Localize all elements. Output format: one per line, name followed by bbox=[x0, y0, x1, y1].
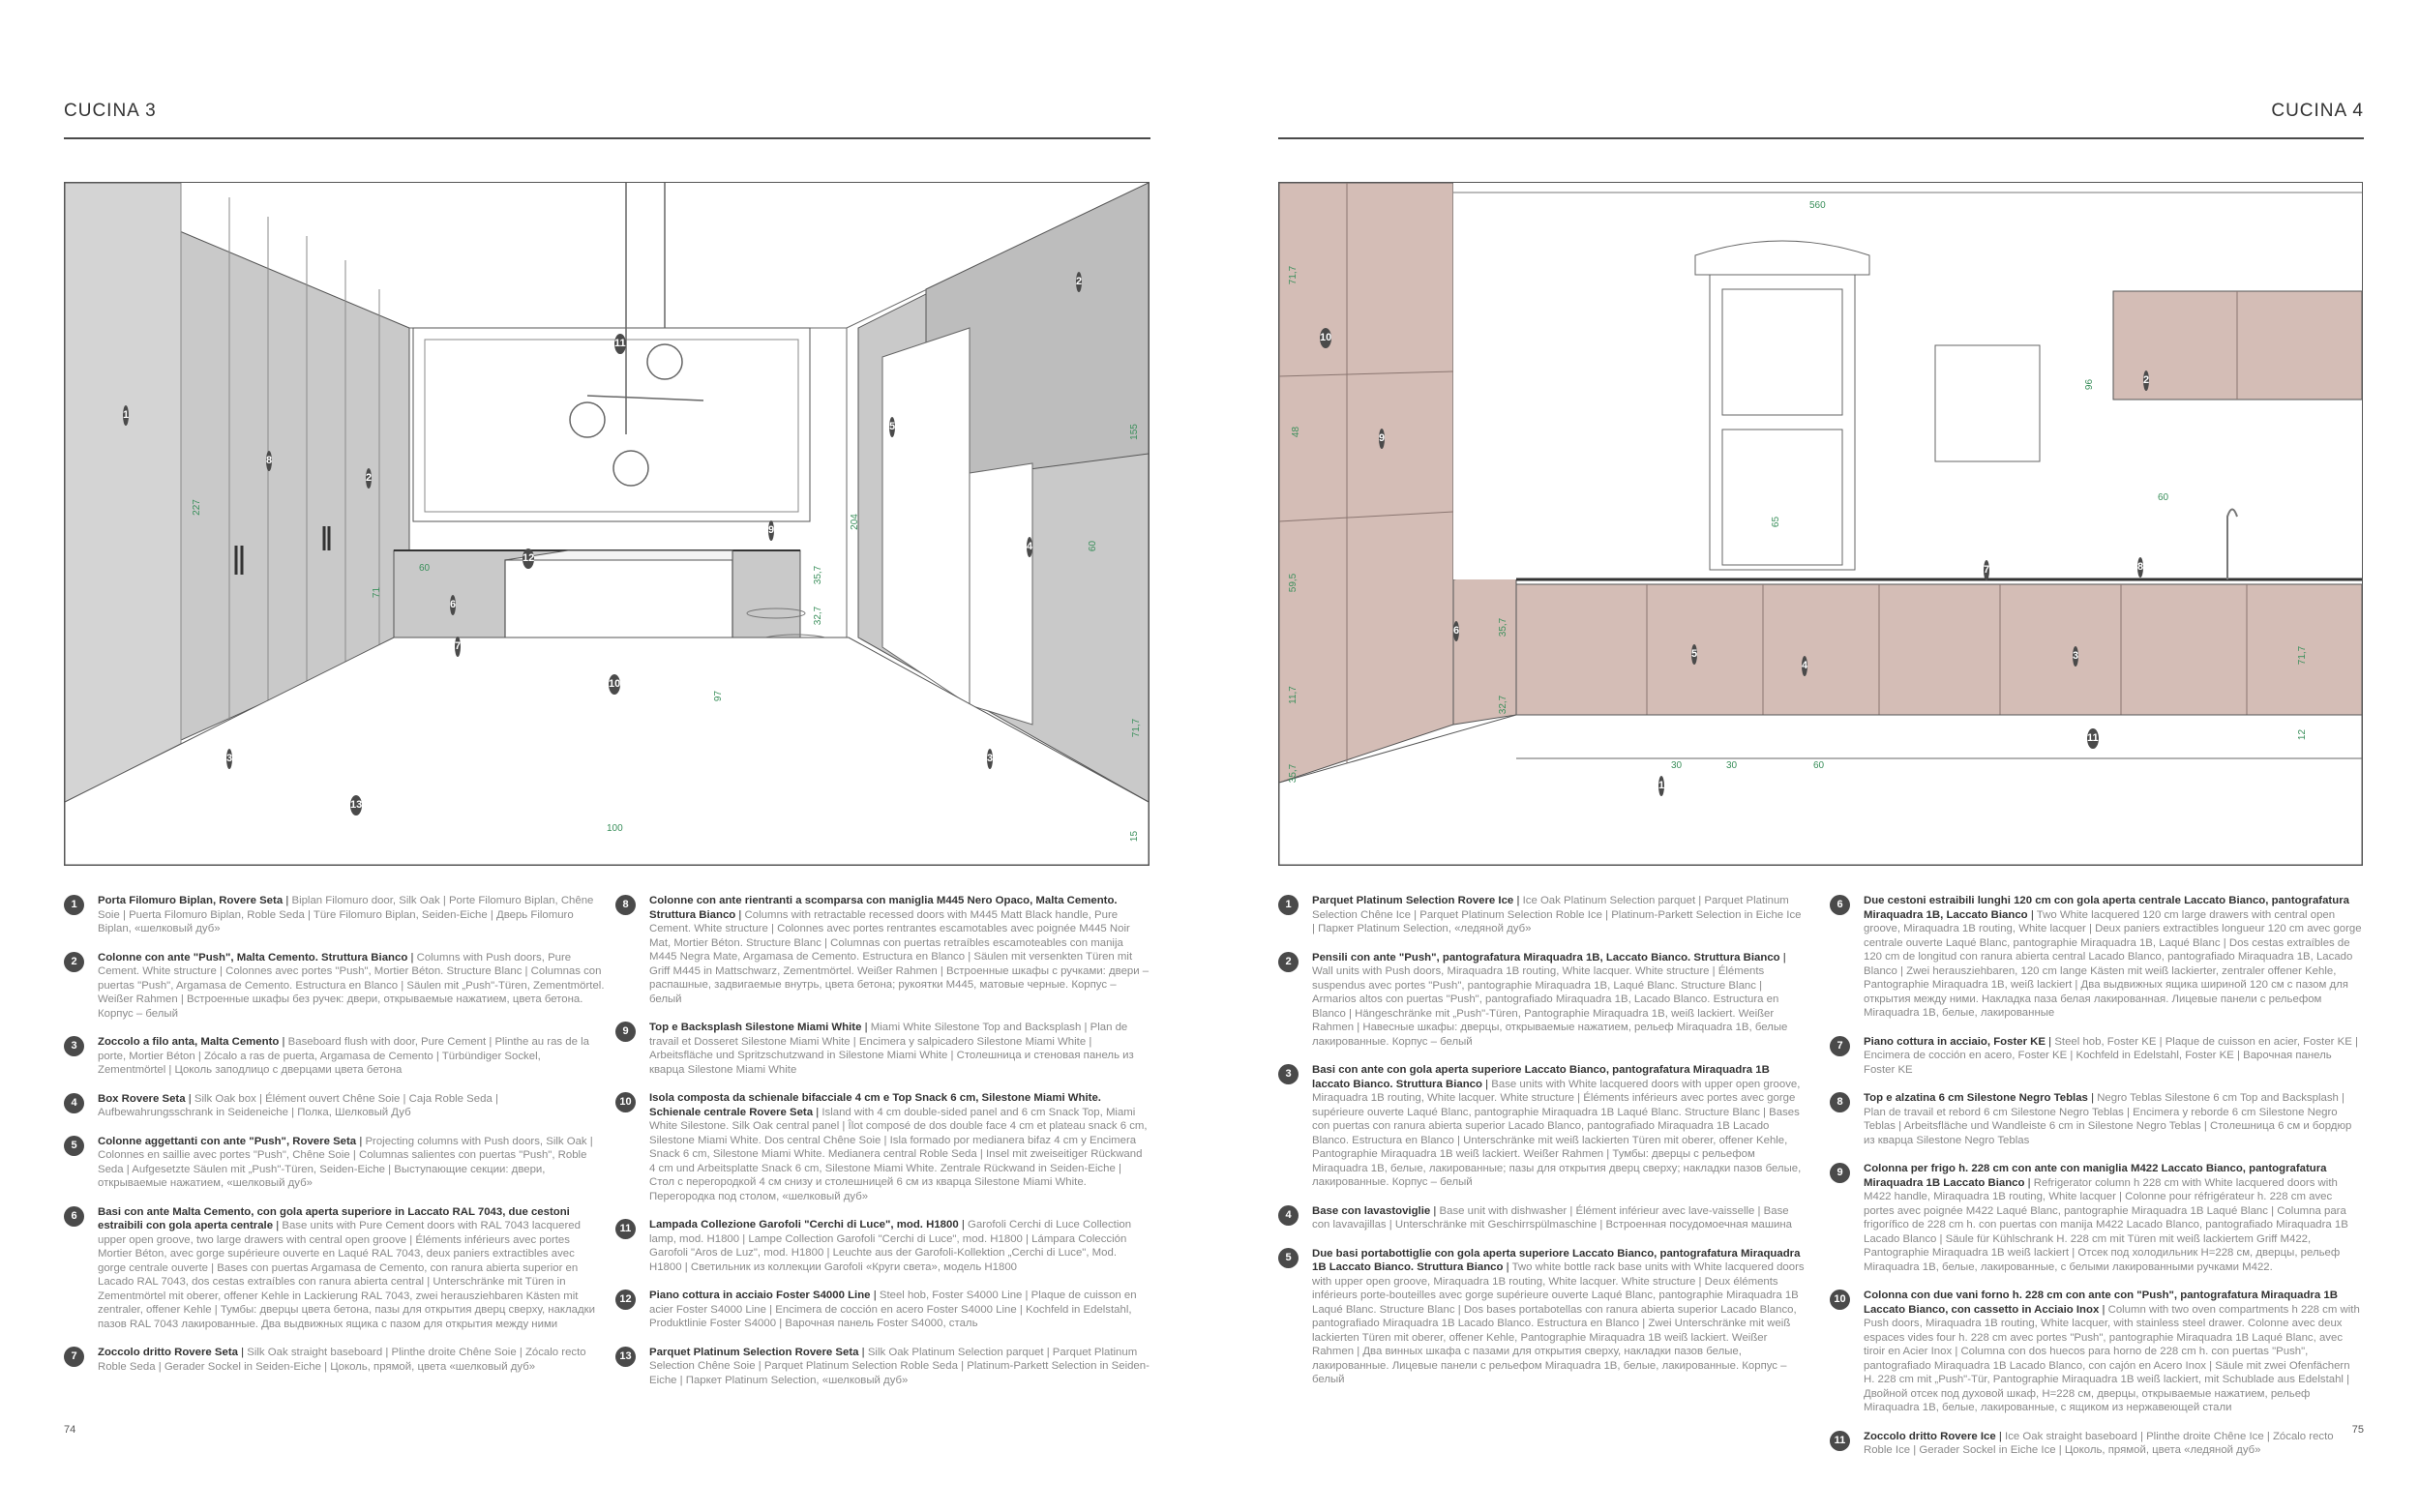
page-number-left: 74 bbox=[64, 1424, 76, 1436]
legend-item: 8 Top e alzatina 6 cm Silestone Negro Teblas | Negro Teblas Silestone 6 cm Top and Backsplash | Plan de travail et rebord 6 cm Silestone Negro Teblas | Encimera y reborde 6 cm Silestone Negro Teblas | Arbeitsfläche und Wandleiste 6 cm in Silestone Negro Teblas | Столешница 6 см и бордюр из кварца Silestone Negro Teblas bbox=[1830, 1091, 2364, 1147]
legend-title: Isola composta da schienale bifacciale 4 cm e Top Snack 6 cm, Silestone Miami White. Schienale centrale Rovere Seta bbox=[649, 1092, 1101, 1118]
legend-title: Zoccolo dritto Rovere Seta bbox=[98, 1347, 238, 1358]
legend-title: Top e Backsplash Silestone Miami White bbox=[649, 1022, 862, 1033]
dimension-label: 60 bbox=[1088, 540, 1099, 552]
figure-marker: 7 bbox=[1984, 560, 1989, 580]
figure-marker: 10 bbox=[609, 674, 620, 695]
legend-desc: Baseboard flush with door, Pure Cement | Plinthe au ras de la porte, Mortier Béton | Zócalo a ras de puerta, Argamasa de Cemento | Türbündiger Sockel, Zementmörtel | Цоколь заподлицо с дверцами цвета бетона bbox=[98, 1036, 589, 1076]
figure-marker: 11 bbox=[614, 334, 626, 354]
dimension-label: 96 bbox=[2084, 378, 2096, 391]
dimension-label: 32,7 bbox=[813, 606, 824, 626]
legend-number: 10 bbox=[1830, 1290, 1850, 1310]
header-rule-right bbox=[1278, 137, 2364, 139]
legend-number: 5 bbox=[64, 1136, 84, 1156]
page-title-left: CUCINA 3 bbox=[64, 101, 157, 121]
dimension-label: 35,7 bbox=[1498, 617, 1509, 637]
legend-number: 10 bbox=[615, 1092, 636, 1112]
legend-item: 5 Due basi portabottiglie con gola aperta superiore Laccato Bianco, pantografatura Miraquadra 1B Laccato Bianco. Struttura Bianco | Two white bottle rack base units with White lacquered doors with upper open groove, Miraquadra 1B routing, White lacquer. White structure | Deux éléments inférieurs porte-bouteilles avec gorge supérieure ouverte Laqué Blanc, pantographie Miraquadra 1B Laqué Blanc. Structure Blanc | Dos bases portabotellas con ranura abierta superior Lacado Blanco, pantografiado Miraquadra 1B Lacado Blanco. Estructura en Blanco | Zwei Unterschränke mit weiß lackierten Türen mit oberer, offener Kehle, Pantographie Miraquadra 1B weiß lackiert. Weißer Rahmen | Два винных шкафа с пазами для открытия сверху, накладки пазов белые, лакированные. Лицевые панели с рельефом Miraquadra 1B, белые, лакированные. Корпус – белый bbox=[1278, 1247, 1806, 1387]
legend-number: 4 bbox=[64, 1093, 84, 1113]
legend-number: 8 bbox=[615, 895, 636, 915]
dimension-label: 71 bbox=[372, 586, 383, 599]
figure-marker: 6 bbox=[1453, 621, 1459, 641]
legend-item: 6 Due cestoni estraibili lunghi 120 cm con gola aperta centrale Laccato Bianco, pantografatura Miraquadra 1B, Laccato Bianco | Two White lacquered 120 cm large drawers with central open groove, Miraquadra 1B routing, White lacquer | Deux paniers extractibles longueur 120 cm avec gorge centrale ouverte Laqué Blanc, pantographie Miraquadra 1B, Laqué Blanc | Dos cestas extraíbles de 120 cm de longitud con ranura abierta central Lacado Blanco, pantografiado Miraquadra 1B, Lacado Blanco | Zwei herausziehbaren, 120 cm lange Kästen mit weiß lackierter, zentraler offener Kehle, Pantographie Miraquadra 1B, weiß lackiert | Два выдвижных ящика шириной 120 см с пазом для открытия между ними. Накладка паза белая лакированная. Лицевые панели с рельефом Miraquadra 1B, белые, лакированные bbox=[1830, 894, 2364, 1021]
legend-item: 12 Piano cottura in acciaio Foster S4000 Line | Steel hob, Foster S4000 Line | Plaque de cuisson en acier Foster S4000 Line | Encimera de cocción en acero Foster S4000 Line | Kochfeld in Edelstahl, Produktlinie Foster S4000 | Варочная панель Foster S4000, сталь bbox=[615, 1289, 1150, 1331]
figure-marker: 7 bbox=[455, 637, 461, 657]
legend-item: 7 Zoccolo dritto Rovere Seta | Silk Oak straight baseboard | Plinthe droite Chêne Soie | Zócalo recto Roble Seda | Gerader Sockel in Seiden-Eiche | Цоколь, прямой, цвета «шелковый дуб» bbox=[64, 1346, 606, 1374]
page-title-right: CUCINA 4 bbox=[2271, 101, 2364, 121]
legend-title: Due cestoni estraibili lunghi 120 cm con gola aperta centrale Laccato Bianco, pantografatura Miraquadra 1B, Laccato Bianco bbox=[1864, 895, 2349, 921]
legend-desc: Silk Oak straight baseboard | Plinthe droite Chêne Soie | Zócalo recto Roble Seda | Gerader Sockel in Seiden-Eiche | Цоколь, прямой, цвета «шелковый дуб» bbox=[98, 1347, 586, 1373]
legend-right-col1 bbox=[1278, 894, 1806, 1402]
legend-title: Lampada Collezione Garofoli "Cerchi di Luce", mod. H1800 bbox=[649, 1219, 959, 1230]
figure-marker: 2 bbox=[366, 468, 372, 489]
legend-desc: Refrigerator column h 228 cm with White lacquered doors with M422 handle, Miraquadra 1B routing, White lacquer | Colonne pour réfrigérateur h. 228 cm avec portes avec poignée M422 Laqué Blanc, pantographie Miraquadra 1B Laqué Blanc | Columna para frigorífico de 228 cm h. con puertas con manija M422 Lacado Blanco, pantografiado Miraquadra 1B Lacado Blanco | Säule für Kühlschrank H. 228 cm mit Türen mit weiß lackiertem Griff M422, Pantographie Miraquadra 1B weiß lackiert | Отсек под холодильник H=228 см, дверцы, рельеф Miraquadra 1B, белые, лакированные, с белыми лакированными ручками M422. bbox=[1864, 1176, 2348, 1273]
legend-item: 10 Isola composta da schienale bifacciale 4 cm e Top Snack 6 cm, Silestone Miami White. Schienale centrale Rovere Seta | Island with 4 cm double-sided panel and 6 cm Snack Top, Miami White Silestone. Silk Oak central panel | Îlot composé de dos double face 4 cm et plateau snack 6 cm, Silestone Miami White. Dos central Chêne Soie | Isla formado por medianera bifaz 4 cm y Encimera Snack 6 cm, Silestone Miami White. Medianera central Roble Seda | Insel mit zweiseitiger Rückwand 4 cm und Arbeitsplatte Snack 6 cm, Silestone Miami White. Zentrale Rückwand in Seiden-Eiche | Стол с перегородкой 4 см снизу и столешницей 6 см из кварца Silestone Miami White. Перегородка под столом, «шелковый дуб» bbox=[615, 1091, 1150, 1203]
dimension-label: 71,7 bbox=[1288, 265, 1299, 285]
legend-desc: Negro Teblas Silestone 6 cm Top and Backsplash | Plan de travail et rebord 6 cm Silestone Negro Teblas | Encimera y reborde 6 cm Silestone Negro Teblas | Arbeitsfläche und Wandleiste 6 cm in Silestone Negro Teblas | Столешница 6 см и бордюр из кварца Silestone Negro Teblas bbox=[1864, 1092, 2352, 1146]
legend-item: 13 Parquet Platinum Selection Rovere Seta | Silk Oak Platinum Selection parquet | Parquet Platinum Selection Chêne Soie | Parquet Platinum Selection Roble Seda | Platinum-Parkett Selection in Seiden-Eiche | Паркет Platinum Selection, «шелковый дуб» bbox=[615, 1346, 1150, 1388]
page-number-right: 75 bbox=[2351, 1424, 2364, 1436]
figure-marker: 11 bbox=[2087, 728, 2099, 749]
legend-number: 7 bbox=[64, 1347, 84, 1367]
legend-item: 5 Colonne aggettanti con ante "Push", Rovere Seta | Projecting columns with Push doors, Silk Oak | Colonnes en saillie avec portes "Push", Chêne Soie | Columnas salientes con puertas "Push", Roble Seda | Aufgesetzte Säulen mit „Push"-Türen, Seiden-Eiche | Выступающие секции: двери, открываемые нажатием, «шелковый дуб» bbox=[64, 1135, 606, 1191]
legend-desc: Two white bottle rack base units with White lacquered doors with upper open groove, Miraquadra 1B routing, White lacquer. White structure | Deux éléments inférieurs porte-bouteilles avec gorge supérieure ouverte Laqué Blanc, pantographie Miraquadra 1B Laqué Blanc. Structure Blanc | Dos bases portabotellas con ranura abierta superior Lacado Blanco, pantografiado Miraquadra 1B Lacado Blanco. Estructura en Blanco | Zwei Unterschränke mit weiß lackierten Türen mit oberer, offener Kehle, Pantographie Miraquadra 1B weiß lackiert. Weißer Rahmen | Два винных шкафа с пазами для открытия сверху, накладки пазов белые, лакированные. Лицевые панели с рельефом Miraquadra 1B, белые, лакированные. Корпус – белый bbox=[1312, 1261, 1805, 1385]
legend-item: 8 Colonne con ante rientranti a scomparsa con maniglia M445 Nero Opaco, Malta Cemento. Struttura Bianco | Columns with retractable recessed doors with M445 Matt Black handle, Pure Cement. White structure | Colonnes avec portes rentrantes escamotables avec poignée M445 Noir Mat, Mortier Béton. Structure Blanc | Columnas con puertas retraíbles escamoteables con manija M445 Negra Mate, Argamasa de Cemento. Estructura en Blanco | Säulen mit versenkten Türen mit Griff M445 in Mattschwarz, Zementmörtel. Weißer Rahmen | Встроенные шкафы с ручками: двери – распашные, задвигаемые внутрь, цвета бетона; рукоятки M445, матовые черные. Корпус – белый bbox=[615, 894, 1150, 1006]
legend-title: Parquet Platinum Selection Rovere Ice bbox=[1312, 895, 1514, 906]
dimension-label: 59,5 bbox=[1288, 573, 1299, 593]
legend-title: Colonne con ante "Push", Malta Cemento. Struttura Bianco bbox=[98, 951, 408, 964]
figure-marker: 13 bbox=[350, 795, 362, 815]
legend-item: 9 Top e Backsplash Silestone Miami White | Miami White Silestone Top and Backsplash | Plan de travail et Dosseret Silestone Miami White | Encimera y salpicadero Silestone Miami White | Arbeitsfläche und Spritzschutzwand in Silestone Miami White | Столешница и стеновая панель из кварца Silestone Miami White bbox=[615, 1021, 1150, 1077]
dimension-label: 97 bbox=[713, 690, 725, 702]
figure-marker: 8 bbox=[266, 451, 272, 471]
dimension-label: 32,7 bbox=[1498, 695, 1509, 715]
legend-item: 10 Colonna con due vani forno h. 228 cm con ante con "Push", pantografatura Miraquadra 1B Laccato Bianco, con cassetto in Acciaio Inox | Column with two oven compartments h 228 cm with Push doors, Miraquadra 1B routing, White lacquer, with stainless steel drawer. Colonne avec deux espaces vides four h. 228 cm avec portes "Push", pantographie Miraquadra 1B Laqué Blanc, avec tiroir en Acier Inox | Columna con dos huecos para horno de 228 cm h. con puertas "Push", pantografiado Miraquadra 1B Lacado Blanco, con cajón en Acero Inox | Säule mit zwei Ofenfächern H. 228 cm mit „Push"-Tür, Pantographie Miraquadra 1B weiß lackiert, mit Schublade aus Edelstahl | Двойной отсек под духовой шкаф, H=228 см, дверцы, открываемые нажатием, рельеф Miraquadra 1B, белые, лакированные, с ящиком из нержавеющей стали bbox=[1830, 1289, 2364, 1415]
legend-number: 1 bbox=[64, 895, 84, 915]
dimension-label: 35,7 bbox=[1288, 763, 1299, 784]
legend-desc: Silk Oak Platinum Selection parquet | Parquet Platinum Selection Chêne Soie | Parquet Platinum Selection Roble Seda | Platinum-Parkett Selection in Seiden-Eiche | Паркет Platinum Selection, «шелковый дуб» bbox=[649, 1346, 1150, 1386]
legend-desc: Columns with Push doors, Pure Cement. White structure | Colonnes avec portes "Push", Mortier Béton. Structure Blanc | Columnas con puertas "Push", Argamasa de Cemento. Estructura en Blanco | Säulen mit „Push"-Türen, Zementmörtel. Weißer Rahmen | Встроенные шкафы без ручек: двери, открываемые нажатием, цвета бетона. Корпус – белый bbox=[98, 951, 605, 1020]
dimension-label: 60 bbox=[419, 563, 431, 574]
legend-number: 6 bbox=[1830, 895, 1850, 915]
legend-item: 6 Basi con ante Malta Cemento, con gola aperta superiore in Laccato RAL 7043, due cestoni estraibili con gola aperta centrale | Base units with Pure Cement doors with RAL 7043 lacquered upper open groove, two large drawers with central open groove | Éléments inférieurs avec portes Mortier Béton, avec gorge supérieure ouverte en Laqué RAL 7043, deux paniers extractibles avec gorge centrale ouverte | Bases con puertas Argamasa de Cemento, con ranura abierta superior en Lacado RAL 7043, dos cestas extraíbles con ranura abierta central | Unterschränke mit Türen in Zementmörtel mit oberer, offener Kehle in Lackierung RAL 7043, zwei herausziehbaren Kästen mit zentraler, offener Kehle | Тумбы: дверцы цвета бетона, пазы для открытия дверц сверху, накладки пазов RAL 7043 лакированные. Два выдвижных ящика с пазом для открытия между ними bbox=[64, 1205, 606, 1332]
legend-title: Box Rovere Seta bbox=[98, 1092, 186, 1105]
legend-right-col2 bbox=[1830, 894, 2364, 1472]
legend-item: 7 Piano cottura in acciaio, Foster KE | Steel hob, Foster KE | Plaque de cuisson en acier, Foster KE | Encimera de cocción en acero, Foster KE | Kochfeld in Edelstahl, Foster KE | Варочная панель Foster KE bbox=[1830, 1035, 2364, 1078]
dimension-label: 100 bbox=[607, 823, 623, 834]
figure-marker: 1 bbox=[1658, 776, 1664, 796]
legend-item: 1 Porta Filomuro Biplan, Rovere Seta | Biplan Filomuro door, Silk Oak | Porte Filomuro Biplan, Chêne Soie | Puerta Filomuro Biplan, Roble Seda | Türe Filomuro Biplan, Seiden-Eiche | Дверь Filomuro Biplan, «шелковый дуб» bbox=[64, 894, 606, 936]
legend-number: 2 bbox=[64, 952, 84, 972]
legend-number: 3 bbox=[64, 1036, 84, 1056]
legend-number: 7 bbox=[1830, 1036, 1850, 1056]
figure-marker: 9 bbox=[768, 520, 774, 541]
legend-number: 6 bbox=[64, 1206, 84, 1227]
legend-number: 3 bbox=[1278, 1064, 1299, 1084]
legend-desc: Ice Oak straight baseboard | Plinthe droite Chêne Ice | Zócalo recto Roble Ice | Gerader Sockel in Eiche Ice | Цоколь, прямой, цвета «ледяной дуб» bbox=[1864, 1430, 2334, 1456]
legend-number: 5 bbox=[1278, 1248, 1299, 1268]
legend-left-col1 bbox=[64, 894, 606, 1388]
legend-desc: Columns with retractable recessed doors with M445 Matt Black handle, Pure Cement. White structure | Colonnes avec portes rentrantes escamotables avec poignée M445 Noir Mat, Mortier Béton. Structure Blanc | Columnas con puertas retraíbles escamoteables con manija M445 Negra Mate, Argamasa de Cemento. Estructura en Blanco | Säulen mit versenkten Türen mit Griff M445 in Mattschwarz, Zementmörtel. Weißer Rahmen | Встроенные шкафы с ручками: двери – распашные, задвигаемые внутрь, цвета бетона; рукоятки M445, матовые черные. Корпус – белый bbox=[649, 908, 1150, 1005]
legend-left-col2 bbox=[615, 894, 1150, 1402]
legend-desc: Two White lacquered 120 cm large drawers with central open groove, Miraquadra 1B routing, White lacquer | Deux paniers extractibles longueur 120 cm avec gorge centrale ouverte Laqué Blanc, pantographie Miraquadra 1B, Laqué Blanc | Dos cestas extraíbles de 120 cm de longitud con ranura abierta central Lacado Blanco, pantografiado Miraquadra 1B, Lacado Blanco | Zwei herausziehbaren, 120 cm lange Kästen mit weiß lackierter, zentraler offener Kehle, Pantographie Miraquadra 1B, weiß lackiert | Два выдвижных ящика шириной 120 см с пазом для открытия между ними. Накладка паза белая лакированная. Лицевые панели с рельефом Miraquadra 1B, белые, лакированные bbox=[1864, 908, 2362, 1019]
legend-number: 9 bbox=[615, 1022, 636, 1042]
figure-marker: 9 bbox=[1379, 429, 1385, 449]
figure-marker: 8 bbox=[2137, 557, 2143, 578]
dimension-label: 204 bbox=[849, 514, 860, 530]
dimension-label: 560 bbox=[1809, 200, 1826, 211]
legend-item: 9 Colonna per frigo h. 228 cm con ante con maniglia M422 Laccato Bianco, pantografatura Miraquadra 1B Laccato Bianco | Refrigerator column h 228 cm with White lacquered doors with M422 handle, Miraquadra 1B routing, White lacquer | Colonne pour réfrigérateur h. 228 cm avec portes avec poignée M422 Laqué Blanc, pantographie Miraquadra 1B Laqué Blanc | Columna para frigorífico de 228 cm h. con puertas con manija M422 Lacado Blanco, pantografiado Miraquadra 1B Lacado Blanco | Säule für Kühlschrank H. 228 cm mit Türen mit weiß lackiertem Griff M422, Pantographie Miraquadra 1B weiß lackiert | Отсек под холодильник H=228 см, дверцы, рельеф Miraquadra 1B, белые, лакированные, с белыми лакированными ручками M422. bbox=[1830, 1162, 2364, 1274]
legend-number: 11 bbox=[1830, 1431, 1850, 1451]
legend-item: 4 Base con lavastoviglie | Base unit with dishwasher | Élément inférieur avec lave-vaisselle | Base con lavavajillas | Unterschränke mit Geschirrspülmaschine | Встроенная посудомоечная машина bbox=[1278, 1204, 1806, 1232]
dimension-label: 60 bbox=[2158, 492, 2169, 503]
dimension-label: 30 bbox=[1726, 760, 1738, 771]
legend-number: 13 bbox=[615, 1347, 636, 1367]
legend-desc: Steel hob, Foster KE | Plaque de cuisson en acier, Foster KE | Encimera de cocción en acero, Foster KE | Kochfeld in Edelstahl, Foster KE | Варочная панель Foster KE bbox=[1864, 1035, 2358, 1076]
legend-item: 1 Parquet Platinum Selection Rovere Ice | Ice Oak Platinum Selection parquet | Parquet Platinum Selection Chêne Ice | Parquet Platinum Selection Roble Ice | Platinum-Parkett Selection in Eiche Ice | Паркет Platinum Selection, «ледяной дуб» bbox=[1278, 894, 1806, 936]
legend-title: Piano cottura in acciaio Foster S4000 Line bbox=[649, 1290, 871, 1301]
figure-marker: 5 bbox=[1691, 644, 1697, 665]
legend-number: 11 bbox=[615, 1219, 636, 1239]
legend-title: Piano cottura in acciaio, Foster KE bbox=[1864, 1035, 2046, 1048]
legend-desc: Projecting columns with Push doors, Silk Oak | Colonnes en saillie avec portes "Push", Chêne Soie | Columnas salientes con puertas "Push", Roble Seda | Aufgesetzte Säulen mit „Push"-Türen, Seiden-Eiche | Выступающие секции: двери, открываемые нажатием, «шелковый дуб» bbox=[98, 1135, 593, 1189]
figure-marker: 3 bbox=[2073, 646, 2078, 667]
legend-desc: Base unit with dishwasher | Élément inférieur avec lave-vaisselle | Base con lavavajillas | Unterschränke mit Geschirrspülmaschine | Встроенная посудомоечная машина bbox=[1312, 1204, 1793, 1230]
legend-title: Basi con ante con gola aperta superiore Laccato Bianco, pantografatura Miraquadra 1B laccato Bianco. Struttura Bianco bbox=[1312, 1064, 1770, 1090]
kitchen-4-drawing bbox=[1278, 182, 2363, 866]
figure-marker: 12 bbox=[523, 548, 534, 569]
legend-desc: Base units with Pure Cement doors with RAL 7043 lacquered upper open groove, two large drawers with central open groove | Éléments inférieurs avec portes Mortier Béton, avec gorge supérieure ouverte en Laqué RAL 7043, deux paniers extractibles avec gorge centrale ouverte | Bases con puertas Argamasa de Cemento, con ranura abierta superior en Lacado RAL 7043, dos cestas extraíbles con ranura abierta central | Unterschränke mit Türen in Zementmörtel mit oberer, offener Kehle in Lackierung RAL 7043, zwei herausziehbaren Kästen mit zentraler, offener Kehle | Тумбы: дверцы цвета бетона, пазы для открытия дверц сверху, накладки пазов RAL 7043 лакированные. Два выдвижных ящика с пазом для открытия между ними bbox=[98, 1220, 595, 1330]
legend-title: Colonne con ante rientranti a scomparsa con maniglia M445 Nero Opaco, Malta Cemento. Struttura Bianco bbox=[649, 895, 1118, 921]
legend-title: Due basi portabottiglie con gola aperta superiore Laccato Bianco, pantografatura Miraquadra 1B Laccato Bianco. Struttura Bianco bbox=[1312, 1247, 1801, 1273]
legend-item: 2 Pensili con ante "Push", pantografatura Miraquadra 1B, Laccato Bianco. Struttura Bianco | Wall units with Push doors, Miraquadra 1B routing, White lacquer. White structure | Éléments suspendus avec portes "Push", pantographie Miraquadra 1B, Laqué Blanc. Structure Blanc | Armarios altos con puertas "Push", pantografiado Miraquadra 1B, Lacado Blanco. Estructura en Blanco | Hängeschränke mit „Push"-Türen, Pantographie Miraquadra 1B, weiß lackiert. Weißer Rahmen | Навесные шкафы: дверцы, открываемые нажатием, рельеф Miraquadra 1B, белые лакированные. Корпус – белый bbox=[1278, 951, 1806, 1050]
figure-marker: 2 bbox=[2143, 371, 2149, 391]
figure-marker: 2 bbox=[1076, 272, 1082, 292]
dimension-label: 30 bbox=[1671, 760, 1683, 771]
legend-item: 11 Lampada Collezione Garofoli "Cerchi di Luce", mod. H1800 | Garofoli Cerchi di Luce Collection lamp, mod. H1800 | Lampe Collection Garofoli "Cerchi di Luce", mod. H1800 | Lámpara Colección Garofoli "Aros de Luz", mod. H1800 | Leuchte aus der Garofoli-Kollektion „Cerchi di Luce", Mod. H1800 | Светильник из коллекции Garofoli «Круги света», модель H1800 bbox=[615, 1218, 1150, 1274]
figure-marker: 3 bbox=[226, 749, 232, 769]
figure-marker: 3 bbox=[987, 749, 993, 769]
figure-marker: 5 bbox=[889, 417, 895, 437]
legend-number: 9 bbox=[1830, 1163, 1850, 1183]
legend-desc: Island with 4 cm double-sided panel and 6 cm Snack Top, Miami White Silestone. Silk Oak central panel | Îlot composé de dos double face 4 cm et plateau snack 6 cm, Silestone Miami White. Dos central Chêne Soie | Isla formado por medianera bifaz 4 cm y Encimera Snack 6 cm, Silestone Miami White. Medianera central Roble Seda | Insel mit zweiseitiger Rückwand 4 cm und Arbeitsplatte Snack 6 cm, Silestone Miami White. Zentrale Rückwand in Seiden-Eiche | Стол с перегородкой 4 см снизу и столешницей 6 см из кварца Silestone Miami White. Перегородка под столом, «шелковый дуб» bbox=[649, 1106, 1148, 1202]
legend-title: Porta Filomuro Biplan, Rovere Seta bbox=[98, 895, 284, 906]
legend-number: 4 bbox=[1278, 1205, 1299, 1226]
legend-desc: Silk Oak box | Élément ouvert Chêne Soie | Caja Roble Seda | Aufbewahrungsschrank in Seideneiche | Полка, Шелковый Дуб bbox=[98, 1092, 498, 1118]
legend-desc: Garofoli Cerchi di Luce Collection lamp, mod. H1800 | Lampe Collection Garofoli "Cerchi di Luce", mod. H1800 | Lámpara Colección Garofoli "Aros de Luz", mod. H1800 | Leuchte aus der Garofoli-Kollektion „Cerchi di Luce", Mod. H1800 | Светильник из коллекции Garofoli «Круги света», модель H1800 bbox=[649, 1219, 1132, 1273]
dimension-label: 227 bbox=[191, 499, 202, 516]
figure-marker: 10 bbox=[1320, 328, 1331, 348]
legend-title: Zoccolo dritto Rovere Ice bbox=[1864, 1430, 1996, 1442]
legend-desc: Column with two oven compartments h 228 cm with Push doors, Miraquadra 1B routing, White lacquer, with stainless steel drawer. Colonne avec deux espaces vides four h. 228 cm avec portes "Push", pantographie Miraquadra 1B Laqué Blanc, avec tiroir en Acier Inox | Columna con dos huecos para horno de 228 cm h. con puertas "Push", pantografiado Miraquadra 1B Lacado Blanco, con cajón en Acero Inox | Säule mit zwei Ofenfächern H. 228 cm mit „Push"-Tür, Pantographie Miraquadra 1B weiß lackiert, mit Schublade aus Edelstahl | Двойной отсек под духовой шкаф, H=228 см, дверцы, открываемые нажатием, рельеф Miraquadra 1B, белые, лакированные, с ящиком из нержавеющей стали bbox=[1864, 1303, 2360, 1413]
dimension-label: 11,7 bbox=[1287, 686, 1299, 704]
dimension-label: 155 bbox=[1128, 424, 1140, 440]
legend-number: 2 bbox=[1278, 952, 1299, 972]
dimension-label: 65 bbox=[1771, 516, 1782, 528]
legend-title: Colonne aggettanti con ante "Push", Rovere Seta bbox=[98, 1135, 357, 1147]
legend-desc: Steel hob, Foster S4000 Line | Plaque de cuisson en acier Foster S4000 Line | Encimera de cocción en acero Foster S4000 Line | Kochfeld in Edelstahl, Produktlinie Foster S4000 | Варочная панель Foster S4000, сталь bbox=[649, 1290, 1137, 1329]
dimension-label: 35,7 bbox=[813, 565, 824, 585]
legend-item: 11 Zoccolo dritto Rovere Ice | Ice Oak straight baseboard | Plinthe droite Chêne Ice | Zócalo recto Roble Ice | Gerader Sockel in Eiche Ice | Цоколь, прямой, цвета «ледяной дуб» bbox=[1830, 1430, 2364, 1458]
dimension-label: 12 bbox=[2297, 728, 2309, 741]
legend-title: Base con lavastoviglie bbox=[1312, 1204, 1431, 1217]
dimension-label: 71,7 bbox=[1131, 718, 1143, 738]
legend-title: Parquet Platinum Selection Rovere Seta bbox=[649, 1346, 859, 1358]
legend-title: Top e alzatina 6 cm Silestone Negro Teblas bbox=[1864, 1092, 2088, 1104]
legend-desc: Base units with White lacquered doors with upper open groove, Miraquadra 1B routing, White lacquer. White structure | Éléments inférieurs avec portes avec gorge supérieure ouverte Laqué Blanc, pantographie Miraquadra 1B Laqué Blanc. Structure Blanc | Bases con puertas con ranura abierta superior Lacado Blanco, pantografiado Miraquadra 1B Lacado Blanco. Estructura en Blanco | Unterschränke mit weiß lackierten Türen mit oberer, offener Kehle, Pantographie Miraquadra 1B weiß lackiert. Weißer Rahmen | Тумбы: дверцы с рельефом Miraquadra 1B, белые, лакированные; пазы для открытия дверц сверху; накладки пазов белые, лакированные. Корпус – белый bbox=[1312, 1078, 1802, 1188]
figure-marker: 1 bbox=[123, 405, 129, 426]
legend-title: Zoccolo a filo anta, Malta Cemento bbox=[98, 1036, 280, 1048]
legend-item: 3 Zoccolo a filo anta, Malta Cemento | Baseboard flush with door, Pure Cement | Plinthe au ras de la porte, Mortier Béton | Zócalo a ras de puerta, Argamasa de Cemento | Türbündiger Sockel, Zementmörtel | Цоколь заподлицо с дверцами цвета бетона bbox=[64, 1035, 606, 1078]
legend-title: Colonna con due vani forno h. 228 cm con ante con "Push", pantografatura Miraquadra 1B Laccato Bianco, con cassetto in Acciaio Inox bbox=[1864, 1290, 2338, 1316]
legend-item: 2 Colonne con ante "Push", Malta Cemento. Struttura Bianco | Columns with Push doors, Pure Cement. White structure | Colonnes avec portes "Push", Mortier Béton. Structure Blanc | Columnas con puertas "Push", Argamasa de Cemento. Estructura en Blanco | Säulen mit „Push"-Türen, Zementmörtel. Weißer Rahmen | Встроенные шкафы без ручек: двери, открываемые нажатием, цвета бетона. Корпус – белый bbox=[64, 951, 606, 1022]
legend-title: Colonna per frigo h. 228 cm con ante con maniglia M422 Laccato Bianco, pantografatura Miraquadra 1B Laccato Bianco bbox=[1864, 1163, 2327, 1189]
dimension-label: 15 bbox=[1129, 830, 1141, 843]
legend-desc: Ice Oak Platinum Selection parquet | Parquet Platinum Selection Chêne Ice | Parquet Platinum Selection Roble Ice | Platinum-Parkett Selection in Eiche Ice | Паркет Platinum Selection, «ледяной дуб» bbox=[1312, 895, 1802, 934]
legend-desc: Biplan Filomuro door, Silk Oak | Porte Filomuro Biplan, Chêne Soie | Puerta Filomuro Biplan, Roble Seda | Türe Filomuro Biplan, Seiden-Eiche | Дверь Filomuro Biplan, «шелковый дуб» bbox=[98, 895, 594, 934]
legend-number: 12 bbox=[615, 1290, 636, 1310]
header-rule-left bbox=[64, 137, 1150, 139]
dimension-label: 48 bbox=[1291, 426, 1302, 438]
legend-number: 1 bbox=[1278, 895, 1299, 915]
figure-marker: 4 bbox=[1027, 537, 1032, 557]
dimension-label: 71,7 bbox=[2297, 645, 2309, 666]
legend-item: 4 Box Rovere Seta | Silk Oak box | Élément ouvert Chêne Soie | Caja Roble Seda | Aufbewahrungsschrank in Seideneiche | Полка, Шелковый Дуб bbox=[64, 1092, 606, 1120]
figure-marker: 6 bbox=[450, 595, 456, 615]
kitchen-3-drawing bbox=[64, 182, 1150, 866]
legend-title: Basi con ante Malta Cemento, con gola aperta superiore in Laccato RAL 7043, due cestoni estraibili con gola aperta centrale bbox=[98, 1205, 570, 1231]
legend-number: 8 bbox=[1830, 1092, 1850, 1112]
legend-desc: Miami White Silestone Top and Backsplash | Plan de travail et Dosseret Silestone Miami White | Encimera y salpicadero Silestone Miami White | Arbeitsfläche und Spritzschutzwand in Silestone Miami White | Столешница и стеновая панель из кварца Silestone Miami White bbox=[649, 1022, 1134, 1076]
legend-desc: Wall units with Push doors, Miraquadra 1B routing, White lacquer. White structure | Éléments suspendus avec portes "Push", pantographie Miraquadra 1B, Laqué Blanc. Structure Blanc | Armarios altos con puertas "Push", pantografiado Miraquadra 1B, Lacado Blanco. Estructura en Blanco | Hängeschränke mit „Push"-Türen, Pantographie Miraquadra 1B, weiß lackiert. Weißer Rahmen | Навесные шкафы: дверцы, открываемые нажатием, рельеф Miraquadra 1B, белые лакированные. Корпус – белый bbox=[1312, 965, 1788, 1048]
legend-title: Pensili con ante "Push", pantografatura Miraquadra 1B, Laccato Bianco. Struttura Bianco bbox=[1312, 951, 1780, 964]
dimension-label: 60 bbox=[1813, 760, 1825, 771]
legend-item: 3 Basi con ante con gola aperta superiore Laccato Bianco, pantografatura Miraquadra 1B laccato Bianco. Struttura Bianco | Base units with White lacquered doors with upper open groove, Miraquadra 1B routing, White lacquer. White structure | Éléments inférieurs avec portes avec gorge supérieure ouverte Laqué Blanc, pantographie Miraquadra 1B Laqué Blanc. Structure Blanc | Bases con puertas con ranura abierta superior Lacado Blanco, pantografiado Miraquadra 1B Lacado Blanco. Estructura en Blanco | Unterschränke mit weiß lackierten Türen mit oberer, offener Kehle, Pantographie Miraquadra 1B weiß lackiert. Weißer Rahmen | Тумбы: дверцы с рельефом Miraquadra 1B, белые, лакированные; пазы для открытия дверц сверху; накладки пазов белые, лакированные. Корпус – белый bbox=[1278, 1063, 1806, 1190]
figure-marker: 4 bbox=[1802, 656, 1807, 676]
